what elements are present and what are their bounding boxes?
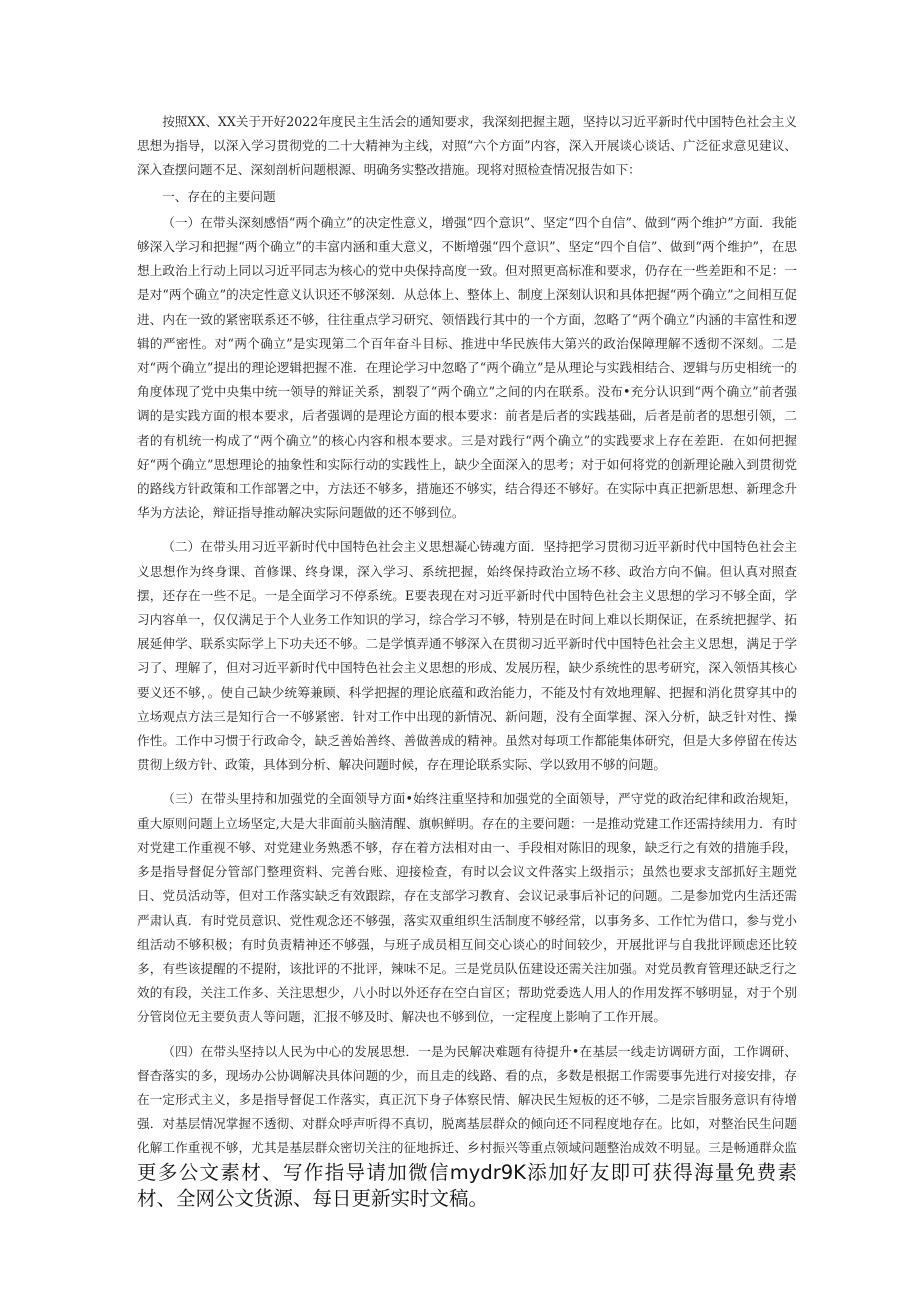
section-heading: 一、存在的主要问题 <box>162 188 276 204</box>
paragraph-2: （二）在带头用习近平新时代中国特色社会主义思想凝心铸魂方面．坚持把学习贯彻习近平新时代中国特色社会主义思想作为终身课、首修课、终身课，深入学习、系统把握，始终保持政治立场不移、政治方向不偏。但认真对照查摆，还存在一些不足。一是全面学习不停系统。E要表现在对习近平新时代中国特色社会主义思想的学习不够全面，学习内容单一，仅仅满足于个人业务工作知识的学习，综合学习不够，特别是在时间上难以长期保证，在系统把握学、拓展延伸学、联系实际学上下功夫还不够。二是学慎弄通不够深入在贯彻习近平新时代中国特色社会主义思想，满足于学习了、理解了，但对习近平新时代中国特色社会主义思想的形成、发展历程，缺少系统性的思考研究，深入领悟其核心要义还不够，。使自己缺少统筹兼顾、科学把握的理论底蕴和政治能力，不能及忖有效地理解、把握和消化贯穿其中的立场观点方法三是知行合一不够紧密．针对工作中出现的新情况、新问题，没有全面掌握、深入分析，缺乏针对性、操作性。工作中习惯于行政命令，缺乏善始善终、善做善成的精神。虽然对每项工作都能集体研究，但是大多停留在传达贯彻上级方针、政策，具体到分析、解决问题时候，存在理论联系实际、学以致用不够的问题。 <box>137 539 797 773</box>
paragraph-3: （三）在带头里持和加强党的全面领导方面•始终注重坚持和加强党的全面领导，严守党的政治纪律和政治规矩，重大原则问题上立场坚定,大是大非面前头脑清醒、旗帜鲜明。存在的主要问题：一是推动党建工作还需持续用力．有时对党建工作重视不够、对党建业务熟悉不够，存在着方法相对由一、手段相对陈旧的现象，缺乏行之有效的措施手段，多是指导督促分管部门整理资料、完善台账、迎接检查，有时以会议文件落实上级指示；虽然也要求支部抓好主题党日、党员活动等，但对工作落实缺乏有效跟踪，存在支部学习教育、会议记录事后补记的问题。二是参加党内生活还需严肃认真．有时党员意识、党性观念还不够强，落实双重组织生活制度不够经常，以事务多、工作忙为借口，参与党小组活动不够积极；有时负责精神还不够强，与班子成员相互间交心谈心的时间较少，开展批评与自我批评顾虑还比较多，有些该提醒的不提附，该批评的不批评，辣味不足。三是党员队伍建设还需关注加强。对党员教育管理还缺乏行之效的有段，关注工作多、关注思想少，八小时以外还存在空白盲区；帮助党委选人用人的作用发挥不够明显，对于个别分管岗位无主要负责人等问题，汇报不够及时、解决也不够到位，一定程度上影响了工作开展。 <box>137 791 797 1025</box>
paragraph-4-text: （四）在带头坚持以人民为中心的发展思想．一是为民解决难题有待提升•在基层一线走访调研方面，工作调研、督杳落实的多，现场办公协调解决具体问题的少，而且走的线路、看的点，多数是根据工作需要事先进行对接安排，存在一定形式主义，多是指导督促工作落实，真正沉下身子体察民情、解决民生短板的还不够，二是宗旨服务意识有待增强．对基层情况掌握不透彻、对群众呼声听得不真切，脱离基层群众的倾向还不同程度地存在。比如，对整治民生问题化解工作重视不够，尤其是基层群众密切关注的征地拆迁、乡村振兴等重点领域问题整治成效不明显。三是畅通群众监 <box>137 1043 797 1156</box>
paragraph-4 <box>137 1040 797 1213</box>
paragraph-1: （一）在带头深刻感悟“两个确立”的决定性意义，增强“四个意识”、坚定“四个自信”、做到“两个维护”方面．我能够深入学习和把握“两个确立”的丰富内涵和重大意义，不断增强“四个意识”、坚定“四个自信”、做到“两个维护”，在思想上政治上行动上同以习近平同志为核心的党中央保持高度一致。但对照更高标准和要求，仍存在一些差距和不足：一是对“两个确立”的决定性意义认识还不够深刻．从总体上、整体上、制度上深刻认识和具体把握“两个确立”之间相互促进、内在一致的紧密联系还不够，往往重点学习研究、领悟践行其中的一个方面，忽略了“两个确立”内涵的丰富性和逻辑的严密性。对“两个确立”是实现第二个百年奋斗目标、推进中华民族伟大第兴的政治保障理解不透彻不深刻。二是对“两个确立”提出的理论逻辑把握不准．在理论学习中忽略了“两个确立”是从理论与实践相结合、逻辑与历史相统一的角度体现了党中央集中统一领导的辩证关系，割裂了“两个确立”之间的内在联系。没布•充分认识到“两个确立”前者强调的是实践方面的根本要求，后者强调的是理论方面的根本要求：前者是后者的实践基础，后者是前者的思想引领，二者的有机统一构成了“两个确立”的核心内容和根本要求。三是对践行“两个确立”的实践要求上存在差距．在如何把握好“两个确立”思想理论的抽象性和实际行动的实践性上，缺少全面深入的思考；对于如何将党的创新理论融入到贯彻党的路线方针政策和工作部署之中，方法还不够多，措施还不够实，结合得还不够好。在实际中真正把新思想、新理念升华为方法论，辩证指导推动解决实际问题做的还不够到位。 <box>137 214 797 521</box>
promo-overlay-text: 更多公文素材、写作指导请加微信mydr9K添加好友即可获得海量免费素材、全网公文货源、每日更新实时文稿。 <box>137 1160 797 1210</box>
intro-paragraph: 按照XX、XX关于开好2022年度民主生活会的通知要求，我深刻把握主题，坚持以习近平新时代中国特色社会主义思想为指导，以深入学习贯彻党的二十大精神为主线，对照“六个方面”内容，深入开展谈心谈话、广泛征求意见建议、深入查摆问题不足、深刻剖析问题根源、明确务实整改措施。现将对照检查情况报告如下： <box>137 114 797 178</box>
document-body <box>137 110 797 1213</box>
